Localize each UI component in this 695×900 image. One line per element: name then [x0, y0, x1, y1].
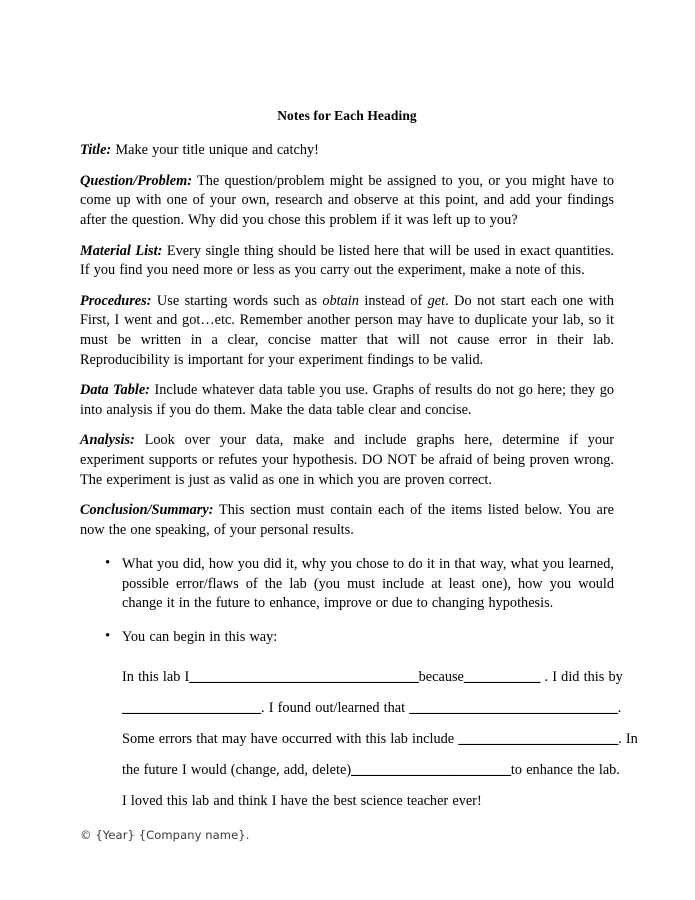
section-label: Conclusion/Summary:: [80, 502, 214, 519]
blank-line-text: In this lab I: [122, 668, 190, 685]
emphasized-word: get: [427, 292, 446, 309]
section-label: Material List:: [80, 242, 163, 259]
fill-in-blank-line: [122, 755, 620, 786]
section-paragraph: Procedures: Use starting words such as obtain instead of get. Do not start each one with First, I went and got…etc. Remember another person may have to duplicate your lab, so it must be written in a clear, concise matter that will not cause error in their lab. Reproducibility is important for your experiment findings to be valid.: [80, 292, 614, 368]
section-label: Question/Problem:: [80, 172, 192, 189]
copyright-footer: © {Year} {Company name}.: [80, 828, 250, 842]
blank-underline-field[interactable]: _________________________________: [189, 668, 419, 685]
bullet-point-icon: •: [105, 555, 111, 572]
bullet-point-icon: •: [105, 628, 111, 645]
blank-line-text: to enhance the lab.: [510, 761, 620, 778]
fill-in-blank-line: [122, 693, 622, 724]
bullet-list: [80, 555, 614, 647]
section-label: Analysis:: [80, 432, 135, 449]
blank-line-text: I loved this lab and think I have the best science teacher ever!: [122, 792, 482, 809]
blank-line-text: .: [617, 699, 622, 716]
blank-line-text: . I found out/learned that: [260, 699, 410, 716]
fill-in-blank-block: [122, 662, 638, 817]
fill-in-blank-line: [122, 724, 638, 755]
section-label: Title:: [80, 142, 112, 159]
emphasized-word: obtain: [322, 292, 359, 309]
section-paragraph: Title: Make your title unique and catchy!: [80, 142, 319, 159]
section-paragraph: Question/Problem: The question/problem might be assigned to you, or you might have to come up with one of your own, research and observe at this point, and add your findings after the question. Why did you chose this problem if it was left up to you?: [80, 172, 614, 228]
blank-line-text: because: [418, 668, 464, 685]
blank-line-text: the future I would (change, add, delete): [122, 761, 352, 778]
list-item-text: You can begin in this way:: [122, 629, 278, 646]
blank-line-text: . I did this by: [540, 668, 623, 685]
blank-line-text: Some errors that may have occurred with this lab include: [122, 730, 459, 747]
list-item: [80, 555, 614, 614]
blank-underline-field[interactable]: ______________________________: [409, 699, 618, 716]
section-paragraph: Analysis: Look over your data, make and include graphs here, determine if your experiment supports or refutes your hypothesis. DO NOT be afraid of being proven wrong. The experiment is just as valid as one in which you are proven correct.: [80, 432, 614, 488]
blank-underline-field[interactable]: ____________________: [122, 699, 261, 716]
section-paragraph: Conclusion/Summary: This section must contain each of the items listed below. You are now the one speaking, of your personal results.: [80, 502, 614, 538]
list-item: [80, 628, 614, 648]
blank-line-text: . In: [618, 730, 638, 747]
page-title: Notes for Each Heading: [277, 108, 417, 123]
section-label: Procedures:: [80, 292, 152, 309]
blank-underline-field[interactable]: ___________: [463, 668, 541, 685]
fill-in-blank-line: [122, 786, 614, 817]
blank-underline-field[interactable]: _______________________: [351, 761, 511, 778]
fill-in-blank-line: [122, 662, 623, 693]
list-item-text: What you did, how you did it, why you chose to do it in that way, what you learned, possible error/flaws of the lab (you must include at least one), how you would change it in the future to enhance, improve or due to changing hypothesis.: [122, 556, 614, 612]
section-paragraph: Data Table: Include whatever data table you use. Graphs of results do not go here; they go into analysis if you do them. Make the data table clear and concise.: [80, 382, 614, 418]
document-body: [80, 108, 638, 817]
sections-container: [80, 141, 614, 540]
section-paragraph: Material List: Every single thing should be listed here that will be used in exact quantities. If you find you need more or less as you carry out the experiment, make a note of this.: [80, 242, 615, 279]
section-label: Data Table:: [80, 382, 150, 399]
blank-underline-field[interactable]: _______________________: [458, 730, 619, 747]
